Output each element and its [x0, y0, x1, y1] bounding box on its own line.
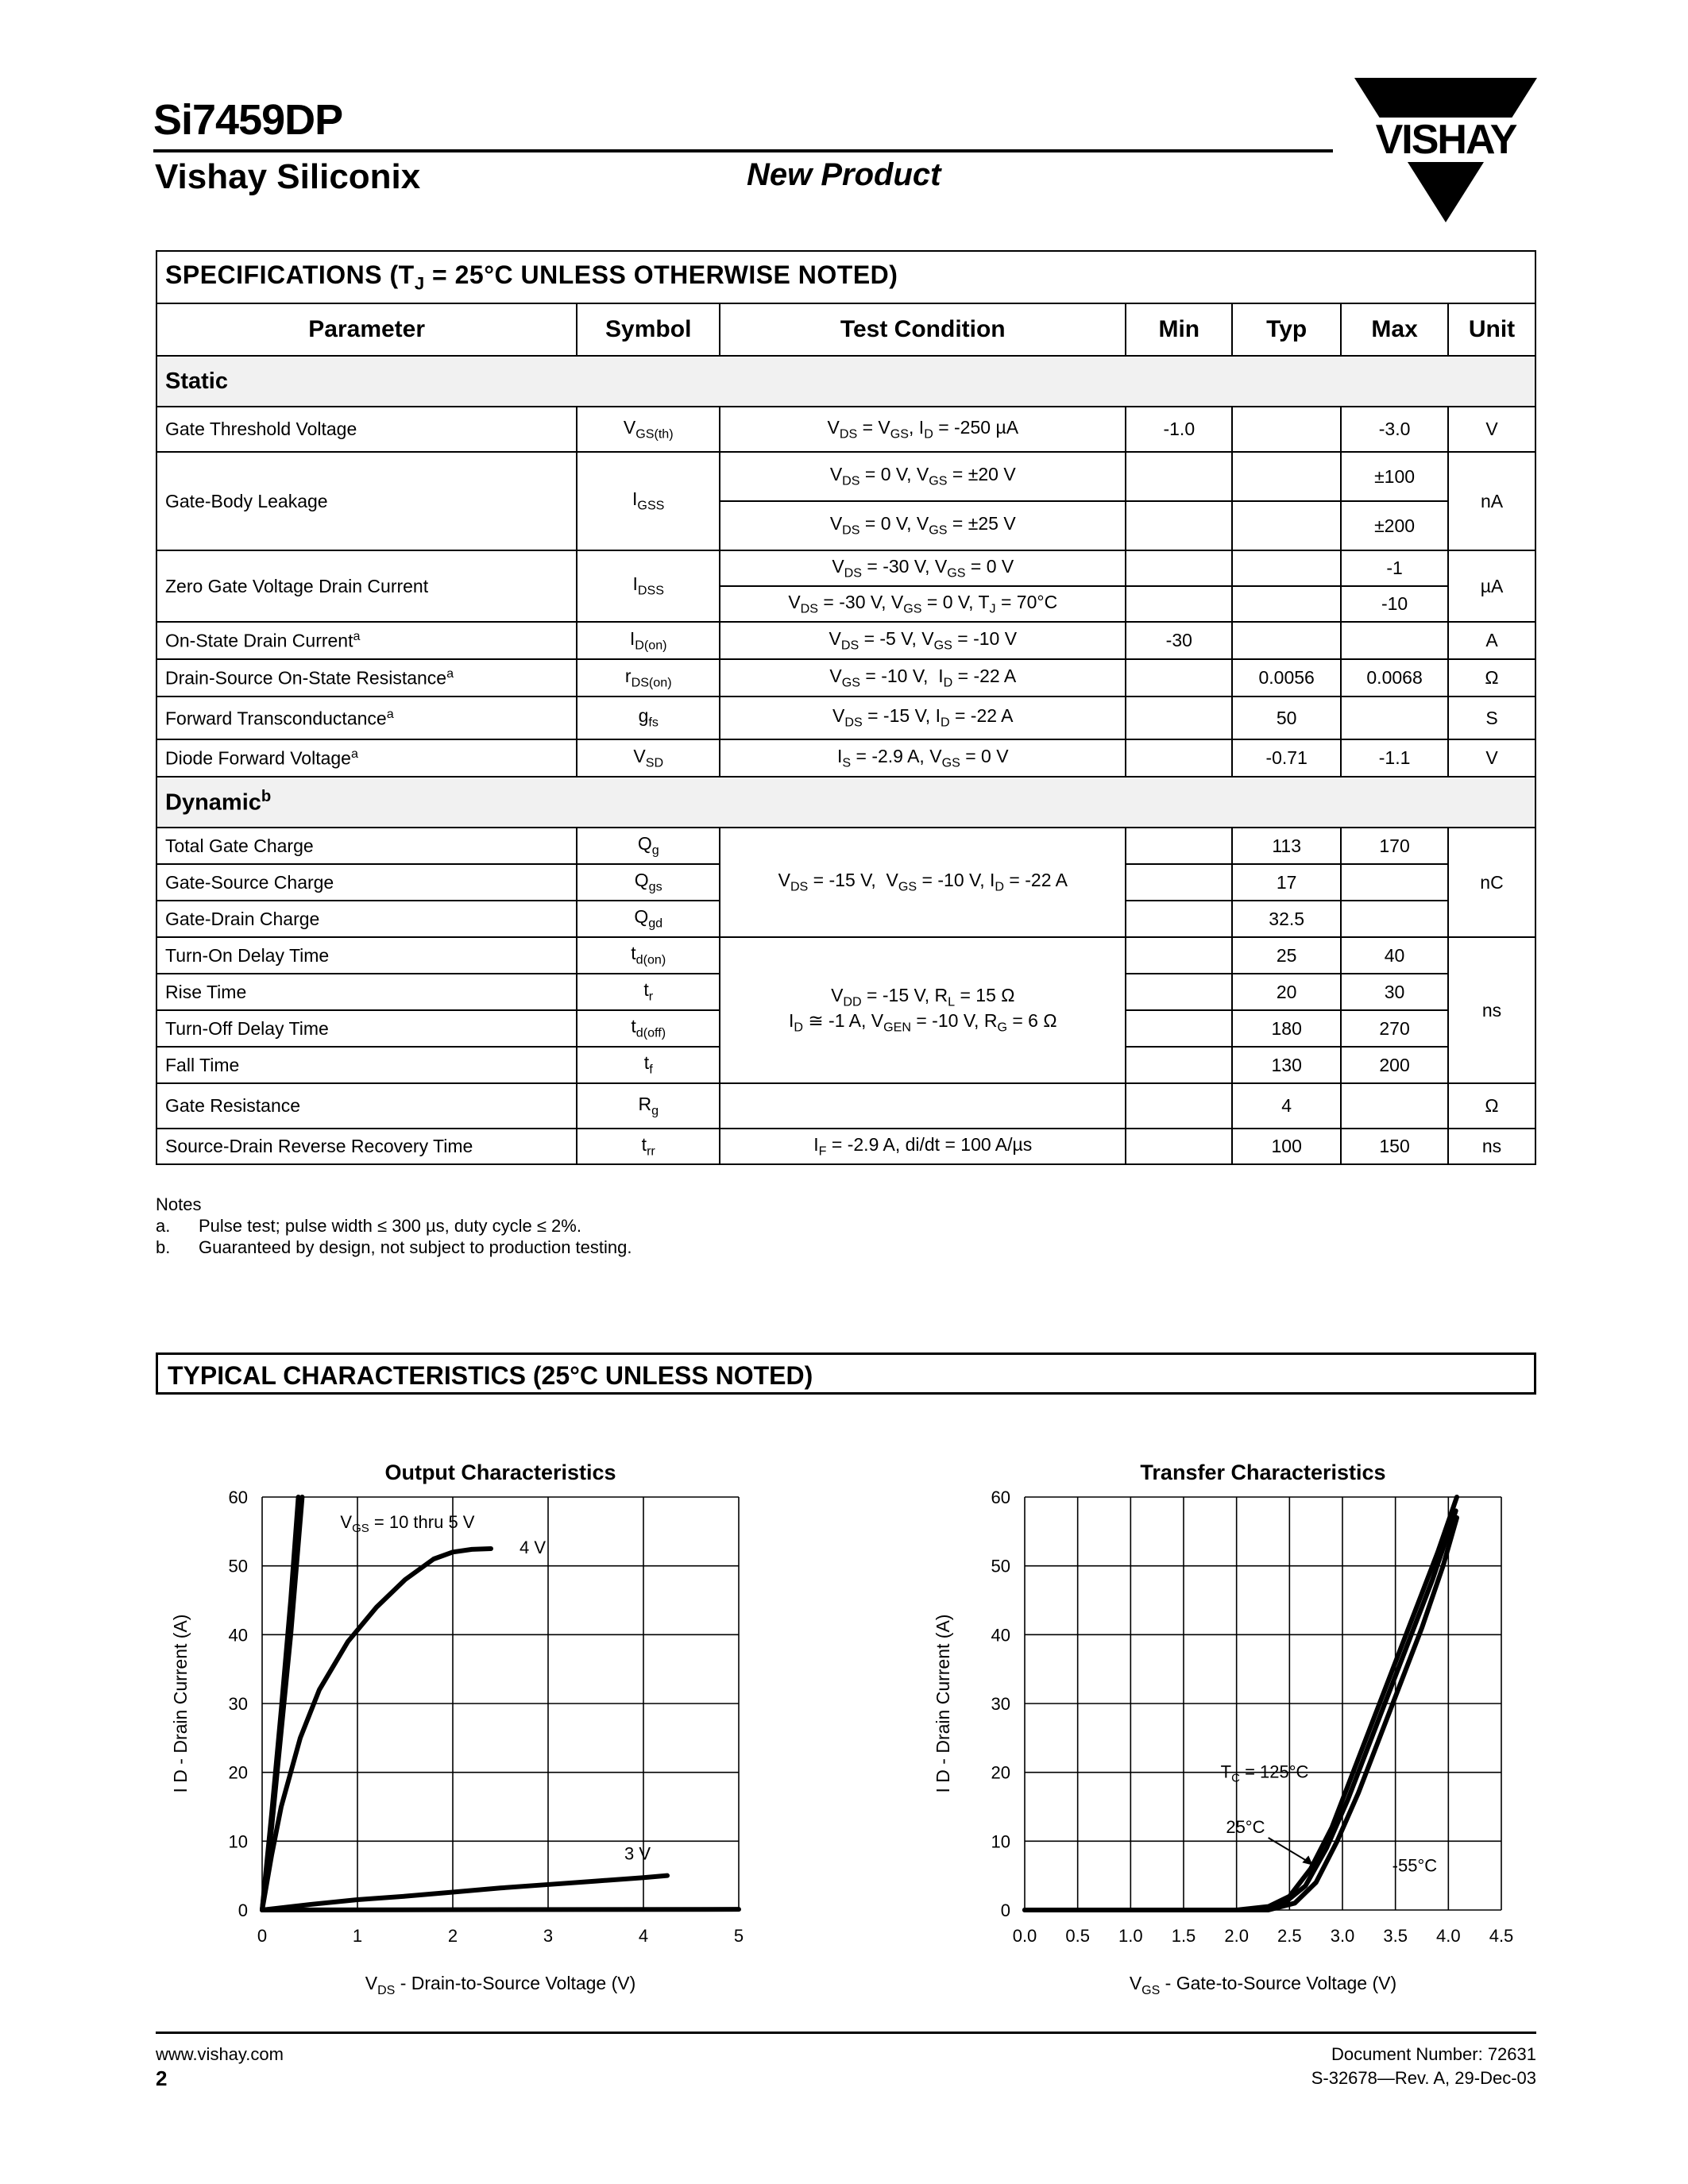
revision-info: S-32678—Rev. A, 29-Dec-03: [1311, 2068, 1536, 2088]
col-test-condition: Test Condition: [720, 303, 1126, 356]
footer-right: [1311, 2043, 1536, 2090]
series-line: [1025, 1518, 1457, 1910]
annotation-4v: 4 V: [520, 1538, 547, 1558]
y-tick-label: 10: [991, 1831, 1010, 1852]
col-max: Max: [1341, 303, 1448, 356]
x-axis-label: $V_{DS}$ - Drain-to-Source Voltage (V): [365, 1973, 636, 1997]
notes: [156, 1194, 632, 1258]
series-line: [262, 1876, 667, 1910]
table-row: Gate Threshold Voltage $V_{GS(th)}$ $V_{DS} = V_{GS}$, $I_D = -250$ µA -1.0 -3.0 V: [156, 407, 1535, 452]
y-tick-label: 30: [991, 1694, 1010, 1714]
y-axis-label: I D - Drain Current (A): [933, 1614, 953, 1793]
col-typ: Typ: [1232, 303, 1341, 356]
page-number: 2: [156, 2066, 168, 2090]
part-number: Si7459DP: [153, 96, 343, 144]
annotation-minus55c: -55°C: [1392, 1855, 1438, 1876]
table-row: Gate-Body Leakage $I_{GSS}$ $V_{DS} = 0$ V, $V_{GS} = \pm 20$ V ±100 nA: [156, 452, 1535, 501]
table-row: Diode Forward Voltage$^a$ $V_{SD}$ $I_S = -2.9$ A, $V_{GS} = 0$ V -0.71 -1.1 V: [156, 739, 1535, 777]
note-b: b. Guaranteed by design, not subject to production testing.: [156, 1237, 632, 1257]
series-line: [262, 1909, 739, 1910]
note-a: a. Pulse test; pulse width ≤ 300 µs, duty cycle ≤ 2%.: [156, 1216, 581, 1236]
x-tick-label: 1.0: [1118, 1926, 1143, 1946]
section-dynamic: Dynamic$^b$: [156, 777, 1535, 828]
spec-banner: SPECIFICATIONS ($T_J = 25^\circ C$ UNLESS OTHERWISE NOTED): [156, 251, 1535, 303]
y-tick-label: 30: [228, 1694, 248, 1714]
vishay-logo: [1354, 78, 1537, 222]
table-row: Turn-Off Delay Time $t_{d(off)}$ 180 270: [156, 1010, 1535, 1047]
y-tick-label: 10: [228, 1831, 248, 1852]
footer-left: [156, 2043, 284, 2090]
table-row: Drain-Source On-State Resistance$^a$ $r_{DS(on)}$ $V_{GS} = -10$ V, $I_D = -22$ A 0.0056 0.0068 Ω: [156, 659, 1535, 696]
x-tick-label: 4.5: [1489, 1926, 1514, 1946]
section-static: Static: [156, 356, 1535, 407]
x-tick-label: 0.5: [1065, 1926, 1090, 1946]
annotation-tc-125: $T_C = 125^\circ C$: [1220, 1761, 1309, 1785]
x-tick-label: 5: [733, 1926, 744, 1946]
annotation-3v: 3 V: [624, 1843, 651, 1864]
y-tick-label: 50: [228, 1556, 248, 1576]
col-symbol: Symbol: [577, 303, 720, 356]
y-axis-label: I D - Drain Current (A): [170, 1614, 191, 1793]
table-row: Gate Resistance $R_g$ 4 Ω: [156, 1083, 1535, 1129]
y-tick-label: 20: [228, 1762, 248, 1783]
footer-rule: [156, 2032, 1536, 2034]
x-tick-label: 3.5: [1383, 1926, 1408, 1946]
y-tick-label: 60: [228, 1488, 248, 1507]
x-tick-label: 0.0: [1012, 1926, 1037, 1946]
y-tick-label: 20: [991, 1762, 1010, 1783]
table-row: Fall Time $t_f$ 130 200: [156, 1047, 1535, 1083]
table-row: Gate-Drain Charge $Q_{gd}$ 32.5: [156, 901, 1535, 937]
table-row: Forward Transconductance$^a$ $g_{fs}$ $V_{DS} = -15$ V, $I_D = -22$ A 50 S: [156, 696, 1535, 739]
y-tick-label: 60: [991, 1488, 1010, 1507]
company-name: Vishay Siliconix: [155, 157, 421, 196]
x-tick-label: 2: [447, 1926, 458, 1946]
x-tick-label: 3.0: [1330, 1926, 1355, 1946]
x-tick-label: 3: [543, 1926, 554, 1946]
annotation-25c: 25°C: [1226, 1816, 1265, 1837]
x-tick-label: 1: [352, 1926, 363, 1946]
col-min: Min: [1126, 303, 1232, 356]
y-tick-label: 40: [228, 1625, 248, 1646]
notes-title: Notes: [156, 1194, 202, 1214]
logo-text: VISHAY: [1354, 118, 1537, 162]
table-row: Gate-Source Charge $Q_{gs}$ 17: [156, 864, 1535, 901]
table-row: Zero Gate Voltage Drain Current $I_{DSS}$ $V_{DS} = -30$ V, $V_{GS} = 0$ V -1 µA: [156, 550, 1535, 586]
x-tick-label: 2.5: [1277, 1926, 1302, 1946]
specifications-table: [156, 250, 1536, 1165]
new-product-tag: New Product: [747, 157, 941, 192]
chart-title: Transfer Characteristics: [1140, 1461, 1386, 1484]
y-tick-label: 40: [991, 1625, 1010, 1646]
y-tick-label: 50: [991, 1556, 1010, 1576]
table-row: Total Gate Charge $Q_g$ $V_{DS} = -15$ V, $V_{GS} = -10$ V, $I_D = -22$ A 113 170 nC: [156, 828, 1535, 864]
series-line: [262, 1549, 491, 1910]
website-link[interactable]: www.vishay.com: [156, 2044, 284, 2064]
x-tick-label: 0: [257, 1926, 268, 1946]
col-parameter: Parameter: [156, 303, 577, 356]
y-tick-label: 0: [1000, 1900, 1010, 1920]
table-row: $V_{DS} = -30$ V, $V_{GS} = 0$ V, $T_J = 70^\circ C$ -10: [156, 586, 1535, 622]
typical-characteristics-banner: TYPICAL CHARACTERISTICS (25°C UNLESS NOTED): [156, 1352, 1536, 1395]
table-row: On-State Drain Current$^a$ $I_{D(on)}$ $V_{DS} = -5$ V, $V_{GS} = -10$ V -30 A: [156, 622, 1535, 659]
annotation-vgs: $V_{GS} = 10$ thru 5 V: [340, 1512, 475, 1535]
table-row: $V_{DS} = 0$ V, $V_{GS} = \pm 25$ V ±200: [156, 501, 1535, 550]
chart-title: Output Characteristics: [384, 1461, 616, 1484]
x-tick-label: 1.5: [1171, 1926, 1196, 1946]
table-row: Turn-On Delay Time $t_{d(on)}$ $V_{DD} = -15$ V, $R_L = 15$ Ω $I_D$ ≅ -1 A, $V_{GEN} = -10$ V, $R_G = 6$ Ω 25 40 ns: [156, 937, 1535, 974]
x-tick-label: 2.0: [1224, 1926, 1249, 1946]
document-number: Document Number: 72631: [1331, 2044, 1536, 2064]
output-characteristics-chart: [151, 1453, 786, 2009]
x-tick-label: 4.0: [1436, 1926, 1461, 1946]
x-tick-label: 4: [638, 1926, 649, 1946]
y-tick-label: 0: [238, 1900, 248, 1920]
transfer-characteristics-chart: [914, 1453, 1549, 2009]
table-row: Source-Drain Reverse Recovery Time $t_{rr}$ $I_F = -2.9$ A, di/dt = 100 A/µs 100 150 ns: [156, 1129, 1535, 1164]
arrowhead-icon: [1302, 1856, 1312, 1866]
x-axis-label: $V_{GS}$ - Gate-to-Source Voltage (V): [1129, 1973, 1397, 1997]
col-unit: Unit: [1448, 303, 1535, 356]
header-rule: [153, 149, 1333, 152]
table-row: Rise Time $t_r$ 20 30: [156, 974, 1535, 1010]
